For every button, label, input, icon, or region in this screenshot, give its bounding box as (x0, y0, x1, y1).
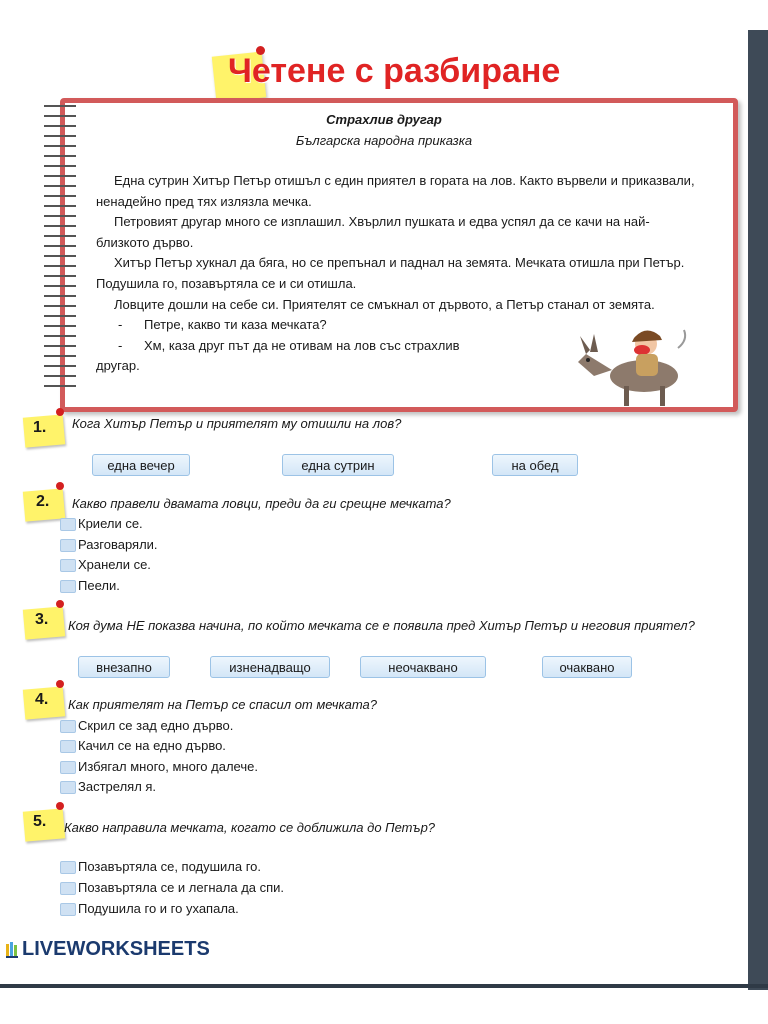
question-text: Коя дума НЕ показва начина, по който мечката се е появила пред Хитър Петър и неговия приятел? (68, 618, 695, 633)
question-number: 5. (33, 813, 47, 830)
answer-option-button[interactable]: очаквано (542, 656, 632, 678)
liveworksheets-logo[interactable] (6, 938, 210, 961)
checkbox[interactable] (60, 580, 76, 593)
liveworksheets-logo-icon (6, 942, 20, 958)
answer-choice[interactable]: Качил се на едно дърво. (60, 736, 226, 756)
checkbox[interactable] (60, 882, 76, 895)
checkbox[interactable] (60, 740, 76, 753)
question-number: 2. (36, 493, 50, 510)
dialogue-line: - Хм, каза друг път да не отивам на лов със страхлив (118, 337, 460, 353)
story-paragraph: Хитър Петър хукнал да бяга, но се препънал и паднал на земята. Мечката отишла при Петър. Подушила го, позавъртяла се и си отишла. (96, 255, 685, 291)
pin-icon (56, 600, 64, 608)
answer-choice[interactable]: Хранели се. (60, 555, 151, 575)
pin-icon (56, 482, 64, 490)
page-bottom-border (0, 984, 768, 988)
checkbox[interactable] (60, 761, 76, 774)
checkbox[interactable] (60, 903, 76, 916)
story-paragraph: Ловците дошли на себе си. Приятелят се смъкнал от дървото, а Петър станал от земята. (114, 296, 655, 312)
story-paragraph: Петровият другар много се изплашил. Хвърлил пушката и едва успял да се качи на най-близкото дърво. (96, 214, 650, 250)
story-title: Страхлив другар (326, 112, 442, 127)
answer-choice[interactable]: Скрил се зад едно дърво. (60, 716, 233, 736)
pin-icon (56, 408, 64, 416)
logo-text: LIVEWORKSHEETS (22, 938, 210, 960)
answer-choice[interactable]: Разговаряли. (60, 535, 158, 555)
answer-choice[interactable]: Подушила го и го ухапала. (60, 899, 239, 919)
checkbox[interactable] (60, 559, 76, 572)
answer-option-button[interactable]: една вечер (92, 454, 190, 476)
page-title: Четене с разбиране (228, 52, 561, 90)
pin-icon (56, 802, 64, 810)
donkey-rider-illustration (572, 318, 702, 410)
answer-option-button[interactable]: на обед (492, 454, 578, 476)
answer-choice[interactable]: Застрелял я. (60, 777, 156, 797)
question-number: 1. (33, 419, 47, 436)
answer-option-button[interactable]: неочаквано (360, 656, 486, 678)
answer-option-button[interactable]: изненадващо (210, 656, 330, 678)
question-number: 3. (35, 611, 49, 628)
question-text: Какво правели двамата ловци, преди да ги срещне мечката? (72, 496, 451, 511)
checkbox[interactable] (60, 720, 76, 733)
question-text: Какво направила мечката, когато се доближила до Петър? (64, 820, 436, 835)
answer-choice[interactable]: Криели се. (60, 514, 143, 534)
question-number: 4. (35, 691, 49, 708)
answer-option-button[interactable]: една сутрин (282, 454, 394, 476)
answer-choice[interactable]: Позавъртяла се и легнала да спи. (60, 878, 284, 898)
checkbox[interactable] (60, 518, 76, 531)
answer-choice[interactable]: Пеели. (60, 576, 120, 596)
checkbox[interactable] (60, 861, 76, 874)
pin-icon (56, 680, 64, 688)
story-ending: другар. (96, 358, 140, 374)
story-subtitle: Българска народна приказка (295, 133, 473, 148)
question-text: Как приятелят на Петър се спасил от мечката? (68, 697, 378, 712)
dialogue-line: - Петре, какво ти каза мечката? (118, 317, 327, 333)
answer-choice[interactable]: Избягал много, много далече. (60, 757, 258, 777)
answer-option-button[interactable]: внезапно (78, 656, 170, 678)
story-paragraph: Една сутрин Хитър Петър отишъл с един приятел в гората на лов. Както вървели и приказвали, ненадейно пред тях излязла мечка. (96, 173, 695, 209)
answer-choice[interactable]: Позавъртяла се, подушила го. (60, 857, 261, 877)
checkbox[interactable] (60, 781, 76, 794)
checkbox[interactable] (60, 539, 76, 552)
window-edge (748, 30, 768, 990)
question-text: Кога Хитър Петър и приятелят му отишли на лов? (72, 416, 402, 431)
